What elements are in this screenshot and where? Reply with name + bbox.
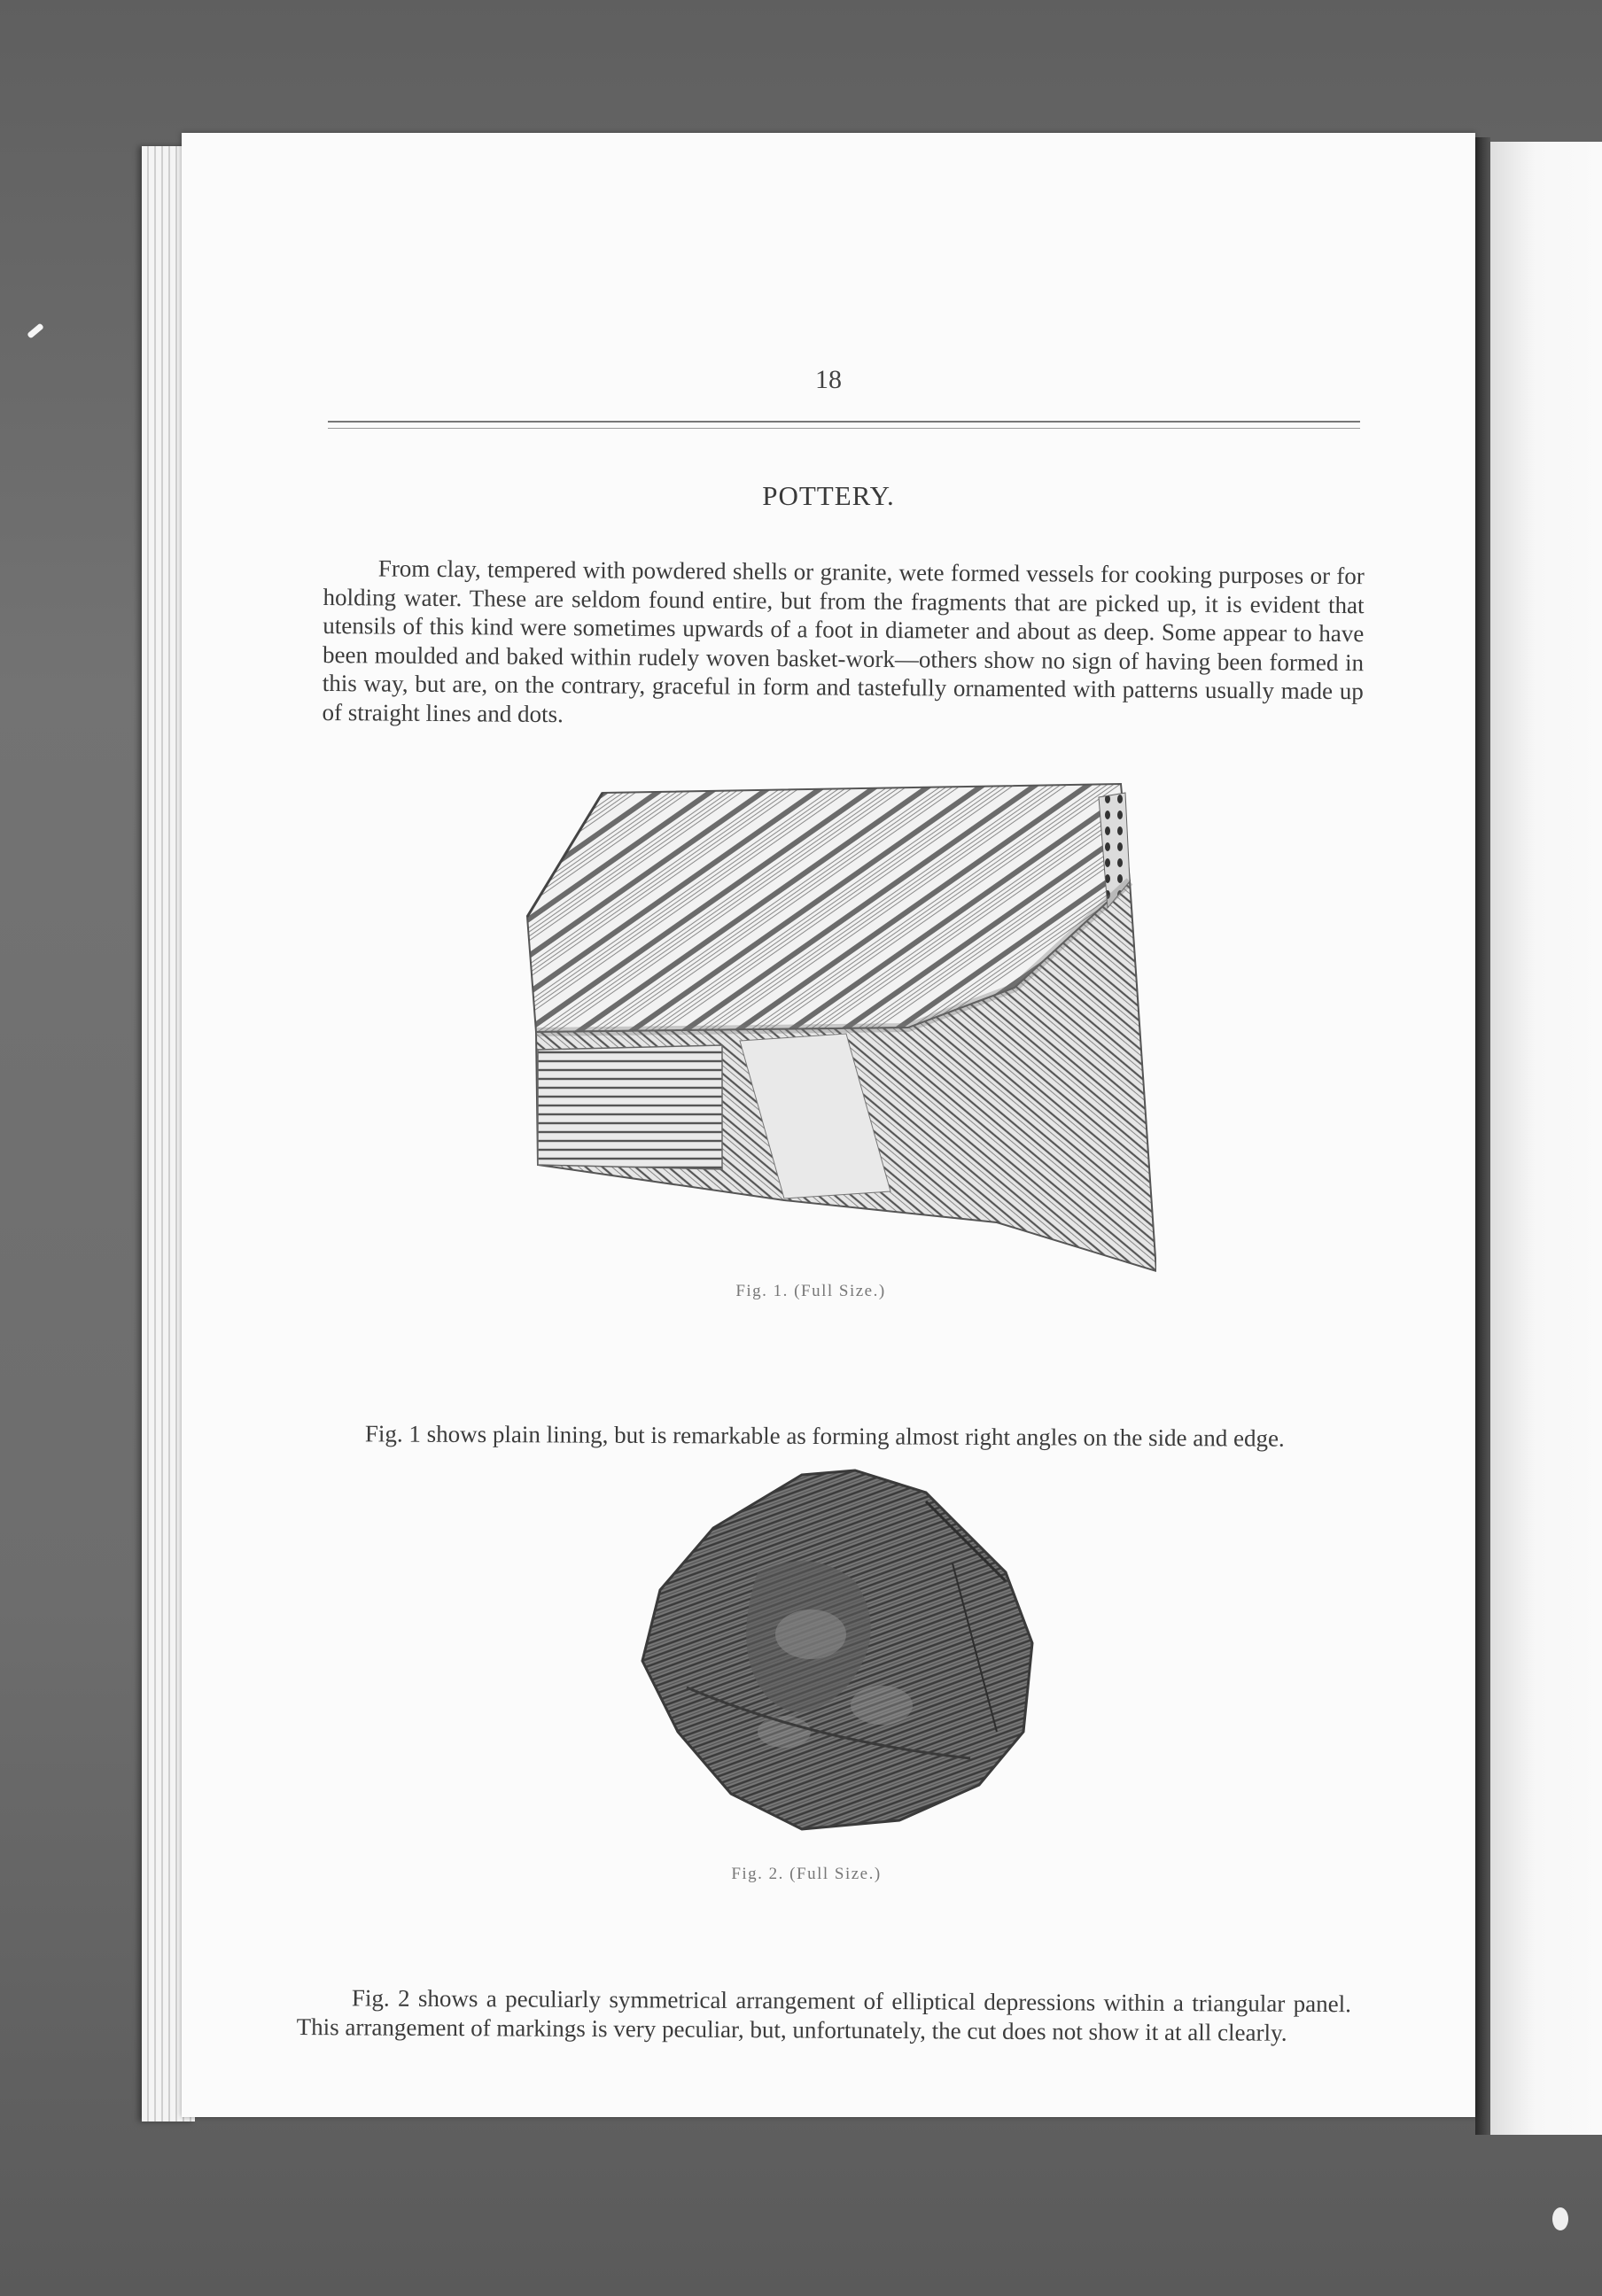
header-rule bbox=[328, 421, 1360, 423]
body-paragraph: From clay, tempered with powdered shells or granite, wete formed vessels for cooking purposes or for holding water. These are seldom found entire, but from the fragments that are picked up, it is evident that utensils of this kind were sometimes upwards of a foot in diameter and about as deep. Some appear to have been moulded and baked within rudely woven basket-work—others show no sign of having been formed in this way, but are, on the contrary, graceful in form and tastefully ornamented with patterns usually made up of straight lines and dots. bbox=[322, 555, 1365, 727]
engraved-sherd-illustration bbox=[518, 775, 1156, 1284]
pottery-fragment-figure-1 bbox=[518, 775, 1156, 1284]
engraved-sherd-illustration bbox=[634, 1466, 1041, 1838]
figure-2-caption: Fig. 2. (Full Size.) bbox=[731, 1865, 882, 1883]
page-number: 18 bbox=[815, 365, 842, 394]
figure-1-caption: Fig. 1. (Full Size.) bbox=[735, 1282, 886, 1300]
body-paragraph: Fig. 1 shows plain lining, but is remarkable as forming almost right angles on the side and edge. bbox=[364, 1420, 1285, 1452]
section-heading: POTTERY. bbox=[762, 480, 895, 511]
facing-page-edge bbox=[1490, 142, 1602, 2135]
book-page bbox=[182, 133, 1475, 2117]
book-spine-shadow bbox=[1475, 137, 1490, 2135]
pottery-fragment-figure-2 bbox=[634, 1466, 1041, 1838]
header-rule-thin bbox=[328, 428, 1360, 429]
body-paragraph: Fig. 2 shows a peculiarly symmetrical arrangement of elliptical depressions within a triangular panel. This arrangement of markings is very peculiar, but, unfortunately, the cut does not show it at all clearly. bbox=[296, 1984, 1351, 2046]
scan-speck bbox=[1552, 2207, 1568, 2230]
